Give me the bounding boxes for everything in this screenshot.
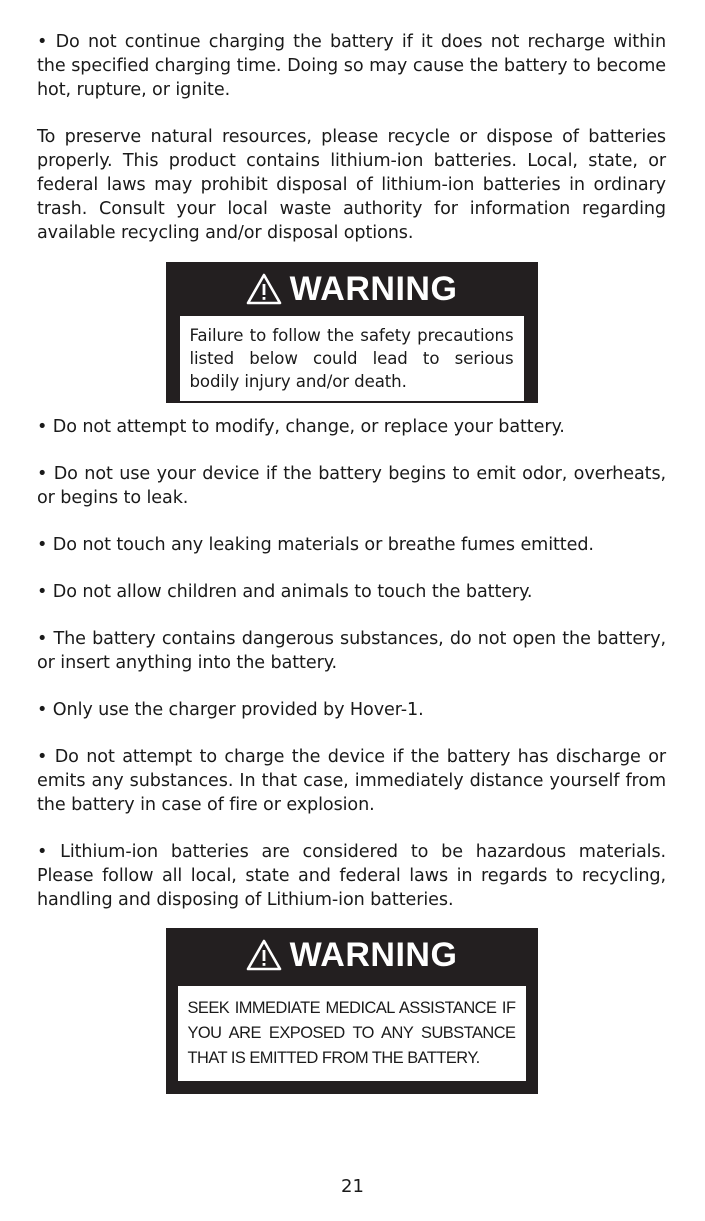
bullet-charger: • Only use the charger provided by Hover-1. <box>37 700 424 720</box>
warning-body-text: SEEK IMMEDIATE MEDICAL ASSISTANCE IF YOU ARE EXPOSED TO ANY SUBSTANCE THAT IS EMITTED FROM THE BATTERY. <box>178 986 526 1081</box>
bullet-no-touch-leak: • Do not touch any leaking materials or breathe fumes emitted. <box>37 535 594 555</box>
warning-body-text: Failure to follow the safety precautions listed below could lead to serious bodily injury and/or death. <box>180 316 524 401</box>
bullet-children-animals: • Do not allow children and animals to touch the battery. <box>37 582 533 602</box>
warning-title: WARNING <box>289 269 458 308</box>
warning-triangle-icon <box>246 273 282 305</box>
warning-box-safety <box>166 262 538 403</box>
warning-header <box>178 934 526 976</box>
bullet-no-use-leak: • Do not use your device if the battery begins to emit odor, overheats, or begins to leak. <box>37 464 666 508</box>
bullet-hazardous-materials: • Lithium-ion batteries are considered to be hazardous materials. Please follow all local, state and federal laws in regards to recycling, handling and disposing of Lithium-ion batteries. <box>37 842 666 910</box>
bullet-dangerous-substances: • The battery contains dangerous substances, do not open the battery, or insert anything into the battery. <box>37 629 666 673</box>
warning-header <box>180 268 524 310</box>
warning-box-medical <box>166 928 538 1094</box>
bullet-no-charge-discharge: • Do not attempt to charge the device if the battery has discharge or emits any substances. In that case, immediately distance yourself from the battery in case of fire or explosion. <box>37 747 666 815</box>
warning-title: WARNING <box>289 935 458 974</box>
page-number: 21 <box>341 1176 364 1197</box>
warning-triangle-icon <box>246 939 282 971</box>
manual-page <box>37 30 666 1094</box>
paragraph-charging-time: • Do not continue charging the battery if it does not recharge within the specified charging time. Doing so may cause the battery to become hot, rupture, or ignite. <box>37 32 666 100</box>
bullet-no-modify: • Do not attempt to modify, change, or replace your battery. <box>37 417 565 437</box>
paragraph-recycling: To preserve natural resources, please recycle or dispose of batteries properly. This product contains lithium-ion batteries. Local, state, or federal laws may prohibit disposal of lithium-ion batteries in ordinary trash. Consult your local waste authority for information regarding available recycling and/or disposal options. <box>37 127 666 243</box>
